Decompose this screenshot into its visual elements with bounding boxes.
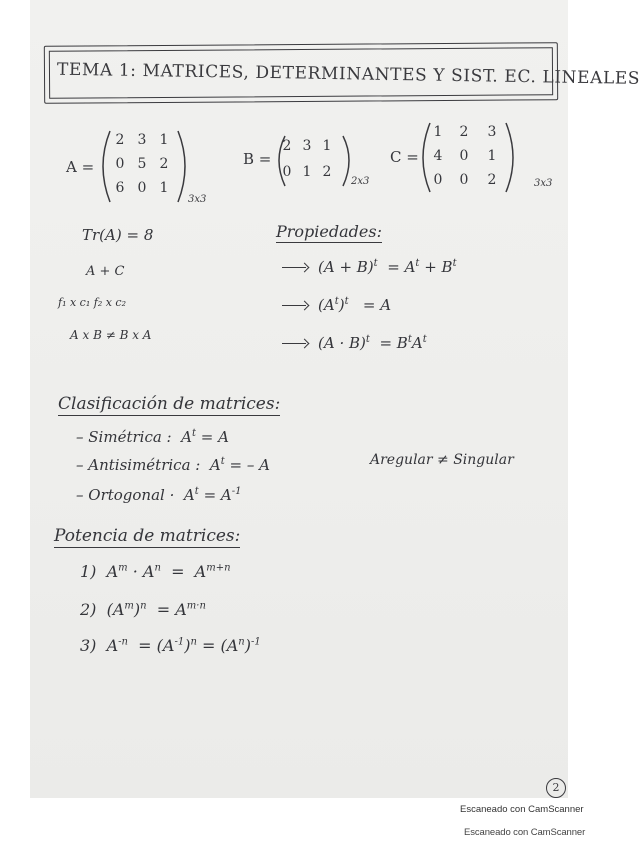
matrix-b-cell: 2: [282, 138, 292, 154]
sum-note: A + C: [86, 264, 125, 279]
arrow-icon: [282, 263, 308, 273]
classification-formula-tail-exp: -1: [231, 486, 242, 497]
product-dims-note: f₁ x c₁ f₂ x c₂: [58, 296, 126, 309]
classification-name: – Ortogonal ·: [76, 486, 175, 504]
camscanner-watermark-secondary: Escaneado con CamScanner: [464, 827, 586, 838]
property-transpose-sum: [282, 258, 457, 276]
matrix-c-cell: 4: [433, 148, 443, 164]
powers-heading-text: Potencia de matrices:: [54, 526, 241, 546]
property-transpose-product: [282, 334, 427, 352]
property-rhs-mid: A: [411, 334, 423, 352]
matrix-a-cell: 0: [137, 180, 147, 196]
property-rhs-exp: t: [452, 258, 457, 269]
matrix-a-cell: 3: [137, 132, 147, 148]
property-lhs-tail-exp: t: [344, 296, 349, 307]
matrix-a-cell: 2: [115, 132, 125, 148]
page-number: 2: [546, 778, 566, 798]
matrix-c-cell: 1: [487, 148, 497, 164]
matrix-a-cell: 5: [137, 156, 147, 172]
matrix-c: [390, 120, 560, 200]
camscanner-watermark: Escaneado con CamScanner: [460, 804, 584, 815]
title-box: [44, 42, 640, 104]
matrix-c-cell: 2: [459, 124, 469, 140]
classification-formula: A: [183, 486, 195, 504]
property-lhs: (A + B): [318, 258, 374, 276]
property-double-transpose: [282, 296, 391, 314]
scanned-page: [30, 0, 640, 798]
matrix-a-cell: 6: [115, 180, 125, 196]
matrix-b-label: B =: [243, 150, 272, 168]
power-rule-number: 2): [80, 600, 97, 619]
noncommutative-note: A x B ≠ B x A: [70, 328, 152, 342]
classification-symmetric: [76, 428, 229, 446]
classification-name: – Antisimétrica :: [76, 456, 201, 474]
matrix-a-label: A =: [66, 158, 95, 176]
powers-heading: [54, 526, 240, 546]
matrix-b-cell: 1: [302, 164, 312, 180]
matrix-b-cell: 0: [282, 164, 292, 180]
properties-heading-text: Propiedades:: [276, 222, 382, 241]
classification-heading: [58, 394, 280, 414]
classification-formula-exp: t: [192, 428, 197, 439]
matrix-a-cell: 1: [159, 132, 169, 148]
matrix-c-label: C =: [390, 148, 419, 166]
property-rhs: = A: [362, 296, 392, 314]
page-title: TEMA 1: MATRICES, DETERMINANTES Y SIST. EC. LINEALES: [56, 59, 640, 89]
matrix-b-cell: 3: [302, 138, 312, 154]
matrix-a-cell: 1: [159, 180, 169, 196]
arrow-icon: [282, 301, 308, 311]
arrow-icon: [282, 339, 308, 349]
power-rule-3: [80, 636, 261, 655]
power-rule-2: [80, 600, 206, 619]
matrix-c-cell: 0: [433, 172, 443, 188]
property-rhs-mid: + B: [419, 258, 453, 276]
regular-singular-note: Aregular ≠ Singular: [370, 452, 514, 468]
classification-formula: A: [181, 428, 192, 446]
property-rhs-exp: t: [415, 258, 420, 269]
classification-antisymmetric: [76, 456, 270, 474]
property-lhs-tail: ): [338, 296, 345, 314]
property-lhs-exp: t: [373, 258, 378, 269]
matrix-b: [243, 134, 383, 194]
power-rule-number: 3): [80, 636, 97, 655]
classification-formula-tail: = A: [198, 486, 232, 504]
matrix-a-cell: 0: [115, 156, 125, 172]
classification-formula: A: [209, 456, 221, 474]
matrix-c-cell: 0: [459, 148, 469, 164]
classification-heading-text: Clasificación de matrices:: [58, 394, 281, 414]
power-rule-1: [80, 562, 231, 581]
power-rule-expression: $(A^m)^n = A^{m\cdot n}$: [106, 600, 206, 619]
property-lhs-exp: t: [365, 334, 370, 345]
trace-note: Tr(A) = 8: [82, 226, 154, 244]
matrix-b-dimension: 2x3: [351, 176, 370, 187]
classification-name: – Simétrica :: [76, 428, 172, 446]
properties-heading: [276, 222, 382, 241]
property-lhs: (A · B): [318, 334, 366, 352]
matrix-a-cell: 2: [159, 156, 169, 172]
classification-formula-tail: = A: [196, 428, 229, 446]
matrix-c-cell: 3: [487, 124, 497, 140]
classification-formula-exp: t: [220, 456, 225, 467]
classification-orthogonal: [76, 486, 241, 504]
matrix-c-dimension: 3x3: [534, 178, 553, 189]
matrix-c-cell: 1: [433, 124, 443, 140]
matrix-a-dimension: 3x3: [188, 194, 207, 205]
classification-formula-tail: = – A: [224, 456, 270, 474]
matrix-b-cell: 2: [322, 164, 332, 180]
property-rhs: = B: [379, 334, 408, 352]
matrix-a: [66, 128, 236, 208]
property-lhs: (A: [318, 296, 335, 314]
matrix-b-cell: 1: [322, 138, 332, 154]
power-rule-expression: $A^{-n} = (A^{-1})^n = (A^n)^{-1}$: [106, 636, 261, 655]
power-rule-number: 1): [80, 562, 97, 581]
property-lhs-exp: t: [334, 296, 339, 307]
classification-formula-exp: t: [194, 486, 199, 497]
power-rule-expression: $A^m \cdot A^n = A^{m+n}$: [106, 562, 231, 581]
property-rhs: = A: [387, 258, 416, 276]
matrix-c-cell: 2: [487, 172, 497, 188]
property-rhs-exp: t: [407, 334, 412, 345]
matrix-c-cell: 0: [459, 172, 469, 188]
property-rhs-exp: t: [422, 334, 427, 345]
